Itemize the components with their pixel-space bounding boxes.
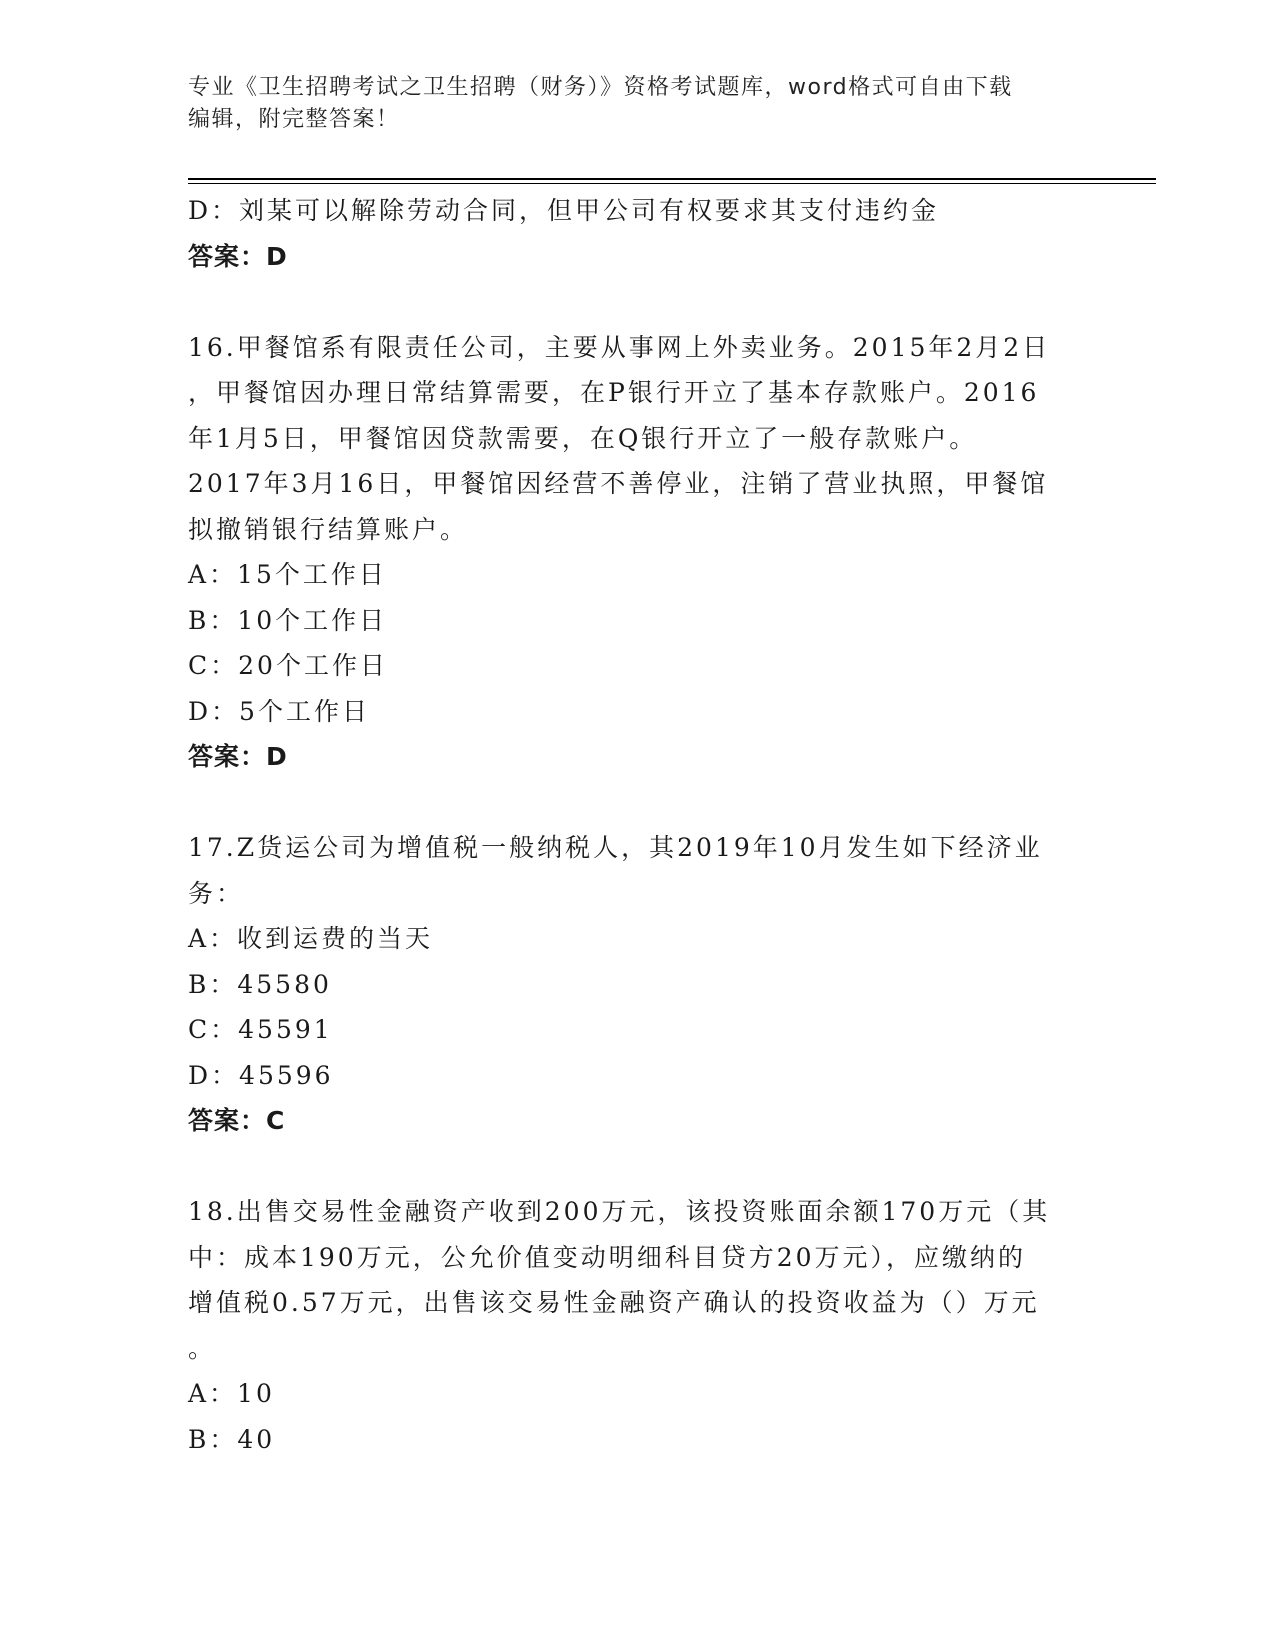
- question-stem-line: 16.甲餐馆系有限责任公司，主要从事网上外卖业务。2015年2月2日: [188, 332, 1051, 362]
- option-c: C：20个工作日: [188, 651, 388, 680]
- question-17: [188, 825, 1088, 1144]
- question-stem-line: 增值税0.57万元，出售该交易性金融资产确认的投资收益为（）万元: [188, 1288, 1040, 1317]
- option-b: B：40: [188, 1424, 276, 1454]
- previous-question-tail: [188, 188, 1088, 279]
- question-stem-line: 17.Z货运公司为增值税一般纳税人，其2019年10月发生如下经济业: [188, 833, 1043, 862]
- option-c: C：45591: [188, 1015, 333, 1044]
- header-divider-thick: [188, 178, 1156, 180]
- option-a: A：收到运费的当天: [188, 924, 434, 953]
- question-18: [188, 1189, 1088, 1462]
- spacer: [188, 1144, 1088, 1190]
- document-header: [188, 72, 1068, 136]
- question-16: [188, 325, 1088, 780]
- question-stem-line: 年1月5日，甲餐馆因贷款需要，在Q银行开立了一般存款账户。: [188, 423, 978, 453]
- spacer: [188, 279, 1088, 325]
- spacer: [188, 780, 1088, 826]
- answer-line: 答案：C: [188, 1106, 286, 1135]
- question-stem-line: ，甲餐馆因办理日常结算需要，在P银行开立了基本存款账户。2016: [188, 378, 1040, 407]
- question-stem-line: 18.出售交易性金融资产收到200万元，该投资账面余额170万元（其: [188, 1197, 1051, 1226]
- question-content: [188, 188, 1088, 1462]
- answer-line: 答案：D: [188, 241, 288, 271]
- question-stem-line: 务：: [188, 878, 245, 908]
- question-stem-line: 2017年3月16日，甲餐馆因经营不善停业，注销了营业执照，甲餐馆: [188, 469, 1049, 498]
- option-a: A：10: [188, 1379, 275, 1408]
- option-d: D：刘某可以解除劳动合同，但甲公司有权要求其支付违约金: [188, 196, 940, 225]
- option-d: D：5个工作日: [188, 696, 370, 726]
- answer-line: 答案：D: [188, 742, 288, 771]
- question-stem-line: 。: [188, 1333, 217, 1363]
- question-stem-line: 中：成本190万元，公允价值变动明细科目贷方20万元），应缴纳的: [188, 1242, 1027, 1272]
- option-a: A：15个工作日: [188, 560, 387, 589]
- header-line-1: 专业《卫生招聘考试之卫生招聘（财务）》资格考试题库，word格式可自由下载: [188, 75, 1013, 100]
- option-b: B：45580: [188, 969, 332, 999]
- header-divider-thin: [188, 183, 1156, 184]
- option-b: B：10个工作日: [188, 605, 388, 635]
- question-stem-line: 拟撤销银行结算账户。: [188, 514, 469, 544]
- header-line-2: 编辑，附完整答案！: [188, 107, 400, 132]
- option-d: D：45596: [188, 1060, 334, 1090]
